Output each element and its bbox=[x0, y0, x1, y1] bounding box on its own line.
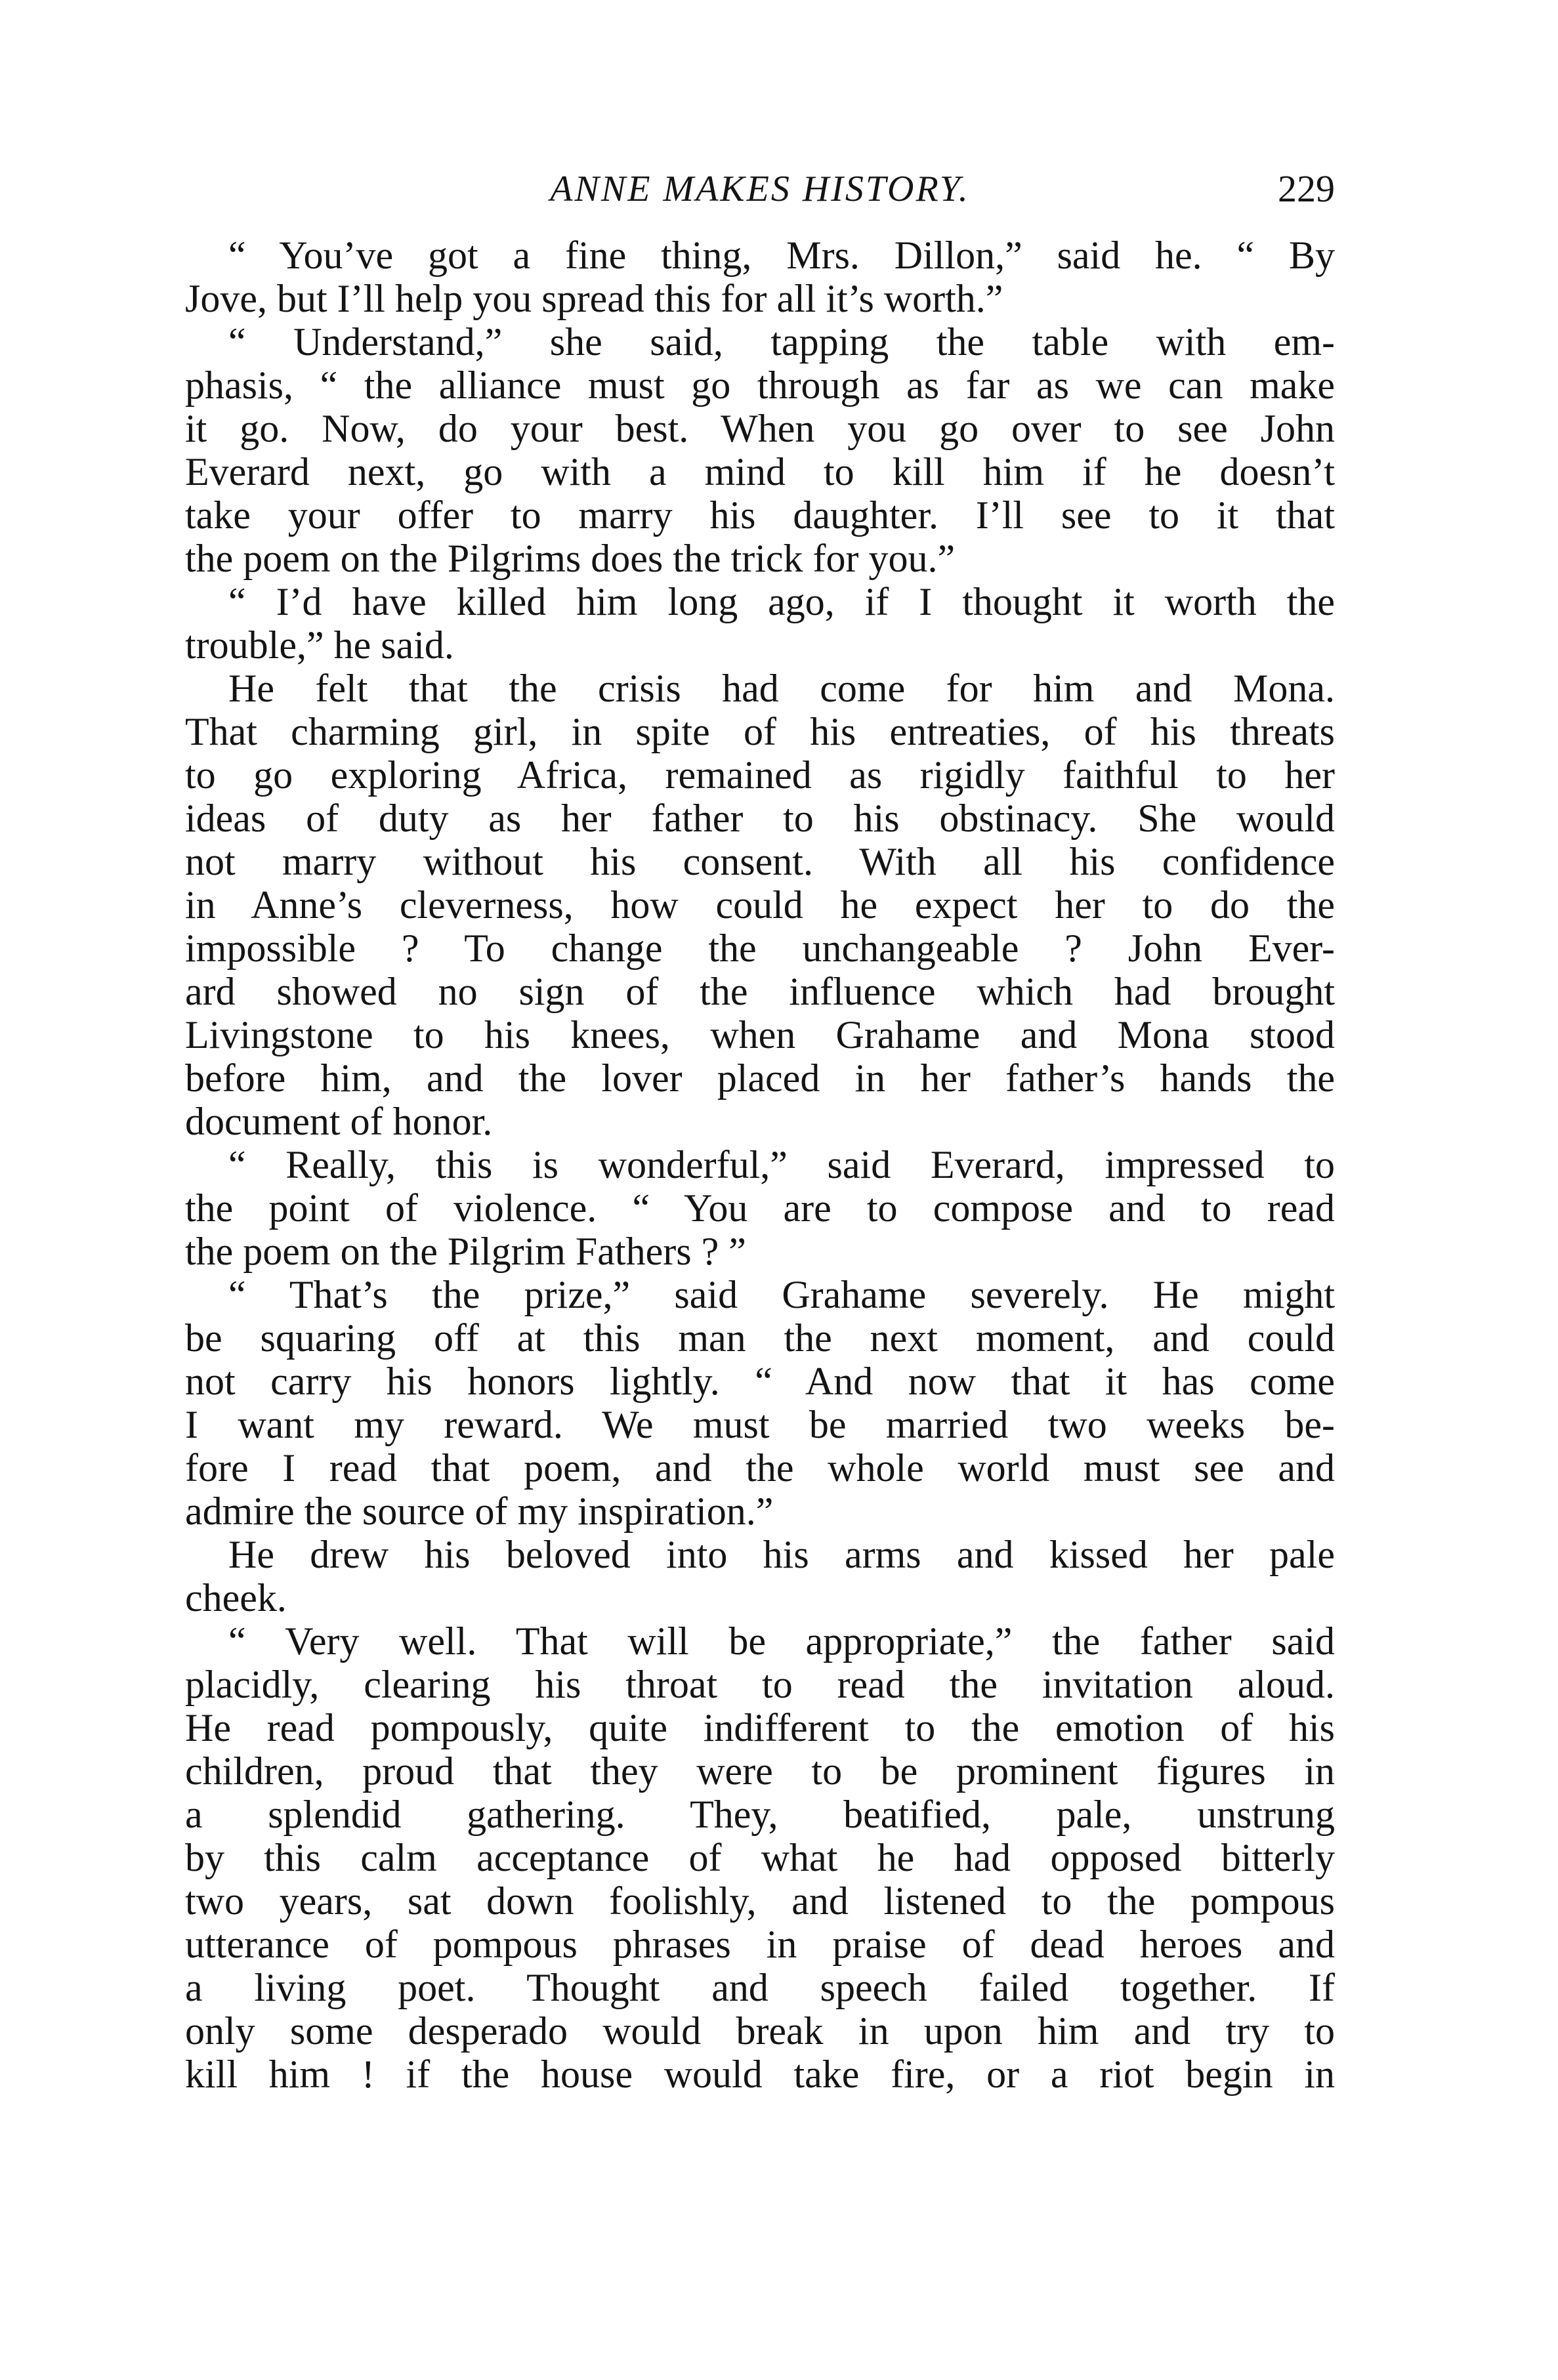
text-line: placidly, clearing his throat to read the invitation aloud. bbox=[185, 1663, 1335, 1706]
text-line: Everard next, go with a mind to kill him if he doesn’t bbox=[185, 450, 1335, 493]
text-line: the poem on the Pilgrims does the trick for you.” bbox=[185, 537, 956, 580]
text-line: not carry his honors lightly. “ And now that it has come bbox=[185, 1360, 1335, 1403]
text-line: before him, and the lover placed in her father’s hands the bbox=[185, 1056, 1335, 1100]
running-head bbox=[185, 163, 1335, 215]
text-line: not marry without his consent. With all his confidence bbox=[185, 840, 1335, 883]
text-line: to go exploring Africa, remained as rigidly faithful to her bbox=[185, 753, 1335, 797]
text-line: “ You’ve got a fine thing, Mrs. Dillon,” said he. “ By bbox=[228, 234, 1335, 277]
text-line: Jove, but I’ll help you spread this for all it’s worth.” bbox=[185, 277, 1003, 320]
text-line: ard showed no sign of the influence which had brought bbox=[185, 970, 1335, 1013]
text-line: it go. Now, do your best. When you go over to see John bbox=[185, 407, 1335, 450]
text-line: utterance of pompous phrases in praise of dead heroes and bbox=[185, 1923, 1335, 1966]
running-title: ANNE MAKES HISTORY. bbox=[550, 169, 970, 209]
text-line: fore I read that poem, and the whole world must see and bbox=[185, 1446, 1335, 1490]
text-line: two years, sat down foolishly, and listened to the pompous bbox=[185, 1879, 1335, 1923]
text-line: by this calm acceptance of what he had opposed bitterly bbox=[185, 1836, 1335, 1879]
text-line: “ That’s the prize,” said Grahame severely. He might bbox=[228, 1273, 1335, 1316]
page-number: 229 bbox=[1278, 167, 1335, 210]
text-line: take your offer to marry his daughter. I’ll see to it that bbox=[185, 493, 1335, 537]
text-line: He felt that the crisis had come for him and Mona. bbox=[228, 667, 1335, 710]
text-line: admire the source of my inspiration.” bbox=[185, 1490, 774, 1533]
text-line: “ I’d have killed him long ago, if I thought it worth the bbox=[228, 580, 1335, 623]
text-line: “ Very well. That will be appropriate,” the father said bbox=[228, 1619, 1335, 1663]
body-text bbox=[185, 234, 1335, 2096]
text-line: He drew his beloved into his arms and kissed her pale bbox=[228, 1533, 1335, 1576]
text-line: phasis, “ the alliance must go through as far as we can make bbox=[185, 364, 1335, 407]
text-line: I want my reward. We must be married two weeks be- bbox=[185, 1403, 1335, 1446]
text-line: Livingstone to his knees, when Grahame and Mona stood bbox=[185, 1013, 1335, 1056]
text-line: He read pompously, quite indifferent to the emotion of his bbox=[185, 1706, 1335, 1749]
text-line: That charming girl, in spite of his entreaties, of his threats bbox=[185, 710, 1335, 753]
text-line: document of honor. bbox=[185, 1100, 493, 1143]
text-line: cheek. bbox=[185, 1576, 287, 1619]
text-line: “ Understand,” she said, tapping the table with em- bbox=[228, 320, 1335, 364]
text-line: only some desperado would break in upon him and try to bbox=[185, 2009, 1335, 2053]
text-line: impossible ? To change the unchangeable ? John Ever- bbox=[185, 927, 1335, 970]
text-line: “ Really, this is wonderful,” said Everard, impressed to bbox=[228, 1143, 1335, 1186]
text-line: a living poet. Thought and speech failed together. If bbox=[185, 1966, 1335, 2009]
text-line: in Anne’s cleverness, how could he expect her to do the bbox=[185, 883, 1335, 927]
text-line: the poem on the Pilgrim Fathers ? ” bbox=[185, 1230, 746, 1273]
text-line: a splendid gathering. They, beatified, pale, unstrung bbox=[185, 1793, 1335, 1836]
text-line: trouble,” he said. bbox=[185, 623, 454, 667]
text-line: be squaring off at this man the next moment, and could bbox=[185, 1316, 1335, 1360]
text-line: children, proud that they were to be prominent figures in bbox=[185, 1749, 1335, 1793]
text-line: kill him ! if the house would take fire, or a riot begin in bbox=[185, 2053, 1335, 2096]
text-line: the point of violence. “ You are to compose and to read bbox=[185, 1186, 1335, 1230]
text-line: ideas of duty as her father to his obstinacy. She would bbox=[185, 797, 1335, 840]
